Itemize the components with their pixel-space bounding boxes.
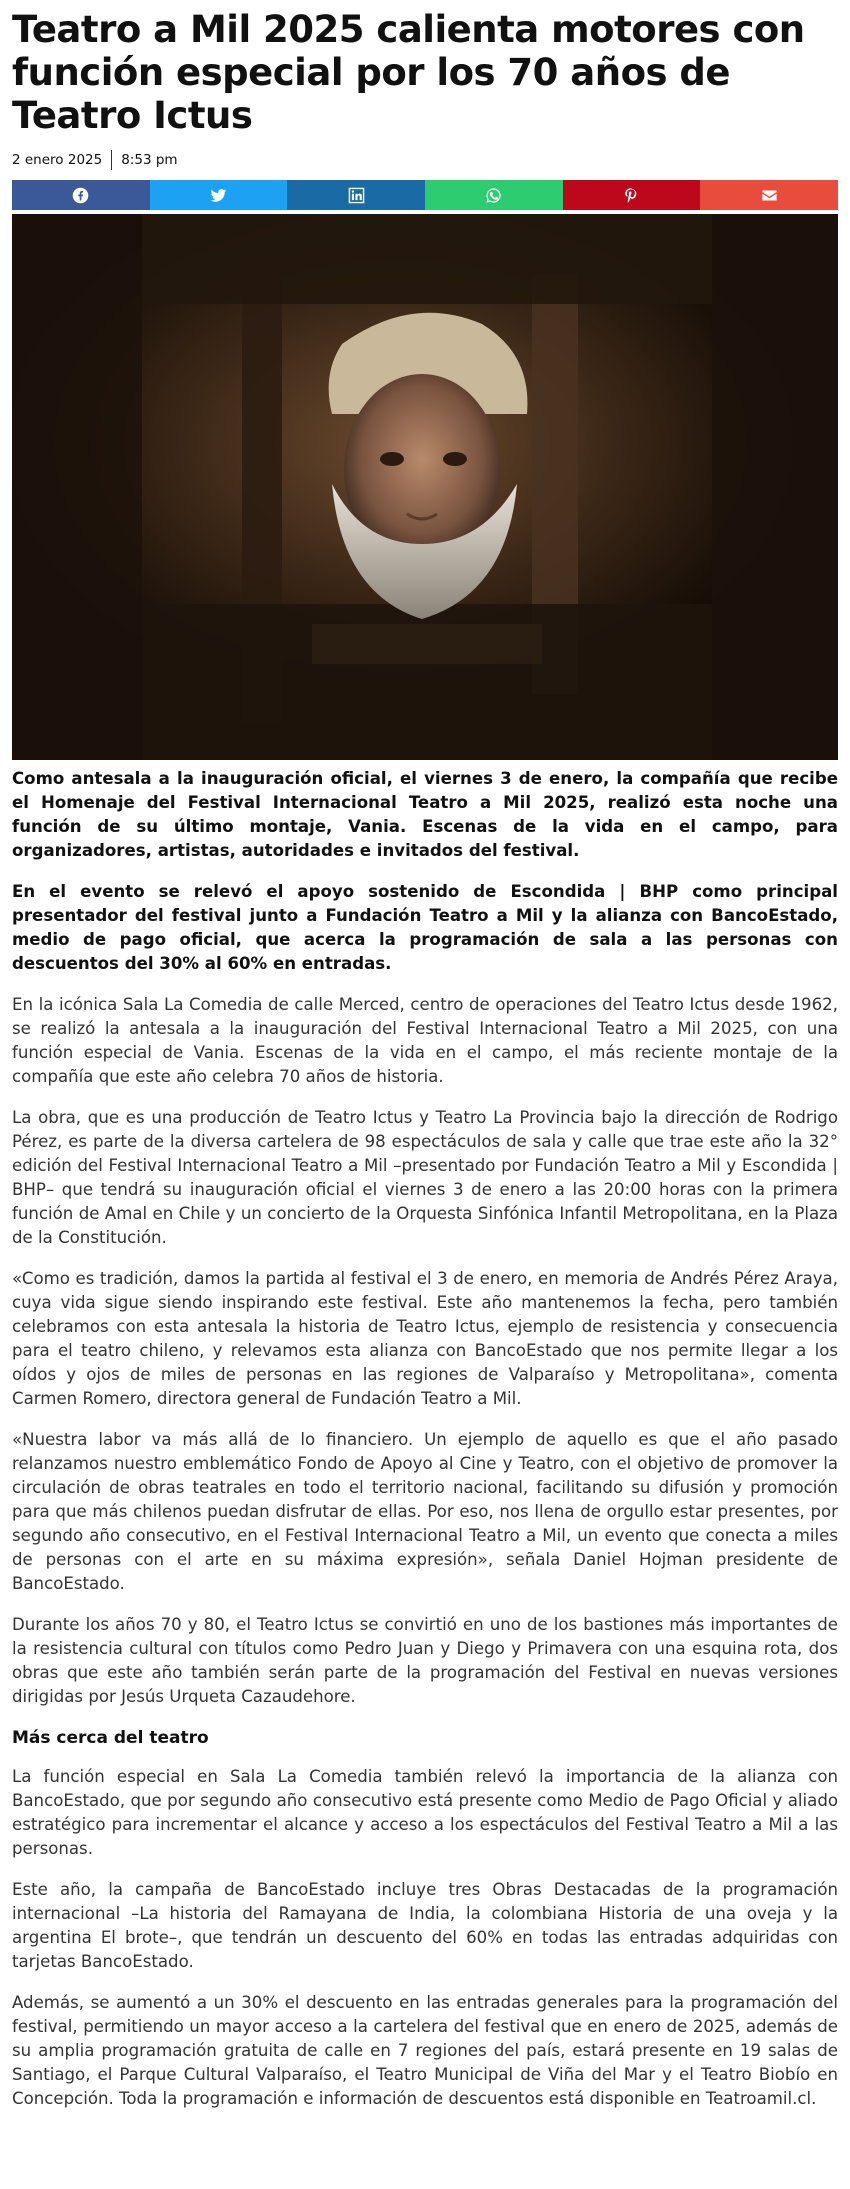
share-twitter-button[interactable] xyxy=(150,180,288,210)
body-paragraph: La función especial en Sala La Comedia también relevó la importancia de la alianza con BancoEstado, que por segundo año consecutivo está presente como Medio de Pago Oficial y aliado estratégico para incrementar el alcance y acceso a los espectáculos del Festival Teatro a Mil a las personas. xyxy=(12,1767,838,1858)
share-pinterest-button[interactable] xyxy=(563,180,701,210)
body-paragraph: Este año, la campaña de BancoEstado incluye tres Obras Destacadas de la programación internacional –La historia del Ramayana de India, la colombiana Historia de una oveja y la argentina El brote–, que tendrán un descuento del 60% en todas las entradas adquiridas con tarjetas BancoEstado. xyxy=(12,1880,838,1971)
meta-divider xyxy=(111,150,112,170)
share-email-button[interactable] xyxy=(700,180,838,210)
publish-date: 2 enero 2025 xyxy=(12,152,103,168)
body-paragraph: «Nuestra labor va más allá de lo financiero. Un ejemplo de aquello es que el año pasado relanzamos nuestro emblemático Fondo de Apoyo al Cine y Teatro, con el objetivo de promover la circulación de obras teatrales en todo el territorio nacional, facilitando su difusión y promoción para que más chilenos puedan disfrutar de ellas. Por eso, nos llena de orgullo estar presentes, por segundo año consecutivo, en el Festival Internacional Teatro a Mil, un evento que conecta a miles de personas con el arte en su máxima expresión», señala Daniel Hojman presidente de BancoEstado. xyxy=(12,1430,838,1593)
article xyxy=(12,0,838,2111)
article-meta xyxy=(12,149,838,171)
article-body xyxy=(12,767,838,2111)
hero-photo-illustration xyxy=(12,214,838,760)
body-paragraph: En la icónica Sala La Comedia de calle Merced, centro de operaciones del Teatro Ictus desde 1962, se realizó la antesala a la inauguración del Festival Internacional Teatro a Mil 2025, con una función especial de Vania. Escenas de la vida en el campo, el más reciente montaje de la compañía que este año celebra 70 años de historia. xyxy=(12,995,838,1086)
facebook-icon xyxy=(72,187,89,204)
whatsapp-icon xyxy=(485,187,502,204)
lead-paragraph: Como antesala a la inauguración oficial, el viernes 3 de enero, la compañía que recibe el Homenaje del Festival Internacional Teatro a Mil 2025, realizó esta noche una función de su último montaje, Vania. Escenas de la vida en el campo, para organizadores, artistas, autoridades e invitados del festival. xyxy=(12,769,838,860)
section-subheading: Más cerca del teatro xyxy=(12,1728,209,1748)
twitter-icon xyxy=(210,187,227,204)
share-linkedin-button[interactable] xyxy=(287,180,425,210)
publish-time: 8:53 pm xyxy=(121,152,178,168)
body-paragraph: Durante los años 70 y 80, el Teatro Ictus se convirtió en uno de los bastiones más importantes de la resistencia cultural con títulos como Pedro Juan y Diego y Primavera con una esquina rota, dos obras que este año también serán parte de la programación del Festival en nuevas versiones dirigidas por Jesús Urqueta Cazaudehore. xyxy=(12,1615,838,1706)
hero-photo xyxy=(12,214,838,760)
body-paragraph: «Como es tradición, damos la partida al festival el 3 de enero, en memoria de Andrés Pérez Araya, cuya vida sigue siendo inspirando este festival. Este año mantenemos la fecha, pero también celebramos con esta antesala la historia de Teatro Ictus, ejemplo de resistencia y consecuencia para el teatro chileno, y relevamos esta alianza con BancoEstado que nos permite llegar a los oídos y ojos de miles de personas en las regiones de Valparaíso y Metropolitana», comenta Carmen Romero, directora general de Fundación Teatro a Mil. xyxy=(12,1269,838,1408)
share-bar xyxy=(12,180,838,210)
linkedin-icon xyxy=(348,187,365,204)
lead-paragraph: En el evento se relevó el apoyo sostenido de Escondida | BHP como principal presentador del festival junto a Fundación Teatro a Mil y la alianza con BancoEstado, medio de pago oficial, que acerca la programación de sala a las personas con descuentos del 30% al 60% en entradas. xyxy=(12,882,838,973)
article-title: Teatro a Mil 2025 calienta motores con función especial por los 70 años de Teatro Ictus xyxy=(12,8,805,137)
pinterest-icon xyxy=(623,187,640,204)
envelope-icon xyxy=(761,187,778,204)
body-paragraph: La obra, que es una producción de Teatro Ictus y Teatro La Provincia bajo la dirección de Rodrigo Pérez, es parte de la diversa cartelera de 98 espectáculos de sala y calle que trae este año la 32° edición del Festival Internacional Teatro a Mil –presentado por Fundación Teatro a Mil y Escondida | BHP– que tendrá su inauguración oficial el viernes 3 de enero a las 20:00 horas con la primera función de Amal en Chile y un concierto de la Orquesta Sinfónica Infantil Metropolitana, en la Plaza de la Constitución. xyxy=(12,1108,838,1247)
body-paragraph: Además, se aumentó a un 30% el descuento en las entradas generales para la programación del festival, permitiendo un mayor acceso a la cartelera del festival que en enero de 2025, además de su amplia programación gratuita de calle en 7 regiones del país, estará presente en 19 salas de Santiago, el Parque Cultural Valparaíso, el Teatro Municipal de Viña del Mar y el Teatro Biobío en Concepción. Toda la programación e información de descuentos está disponible en Teatroamil.cl. xyxy=(12,1993,838,2108)
share-whatsapp-button[interactable] xyxy=(425,180,563,210)
share-facebook-button[interactable] xyxy=(12,180,150,210)
